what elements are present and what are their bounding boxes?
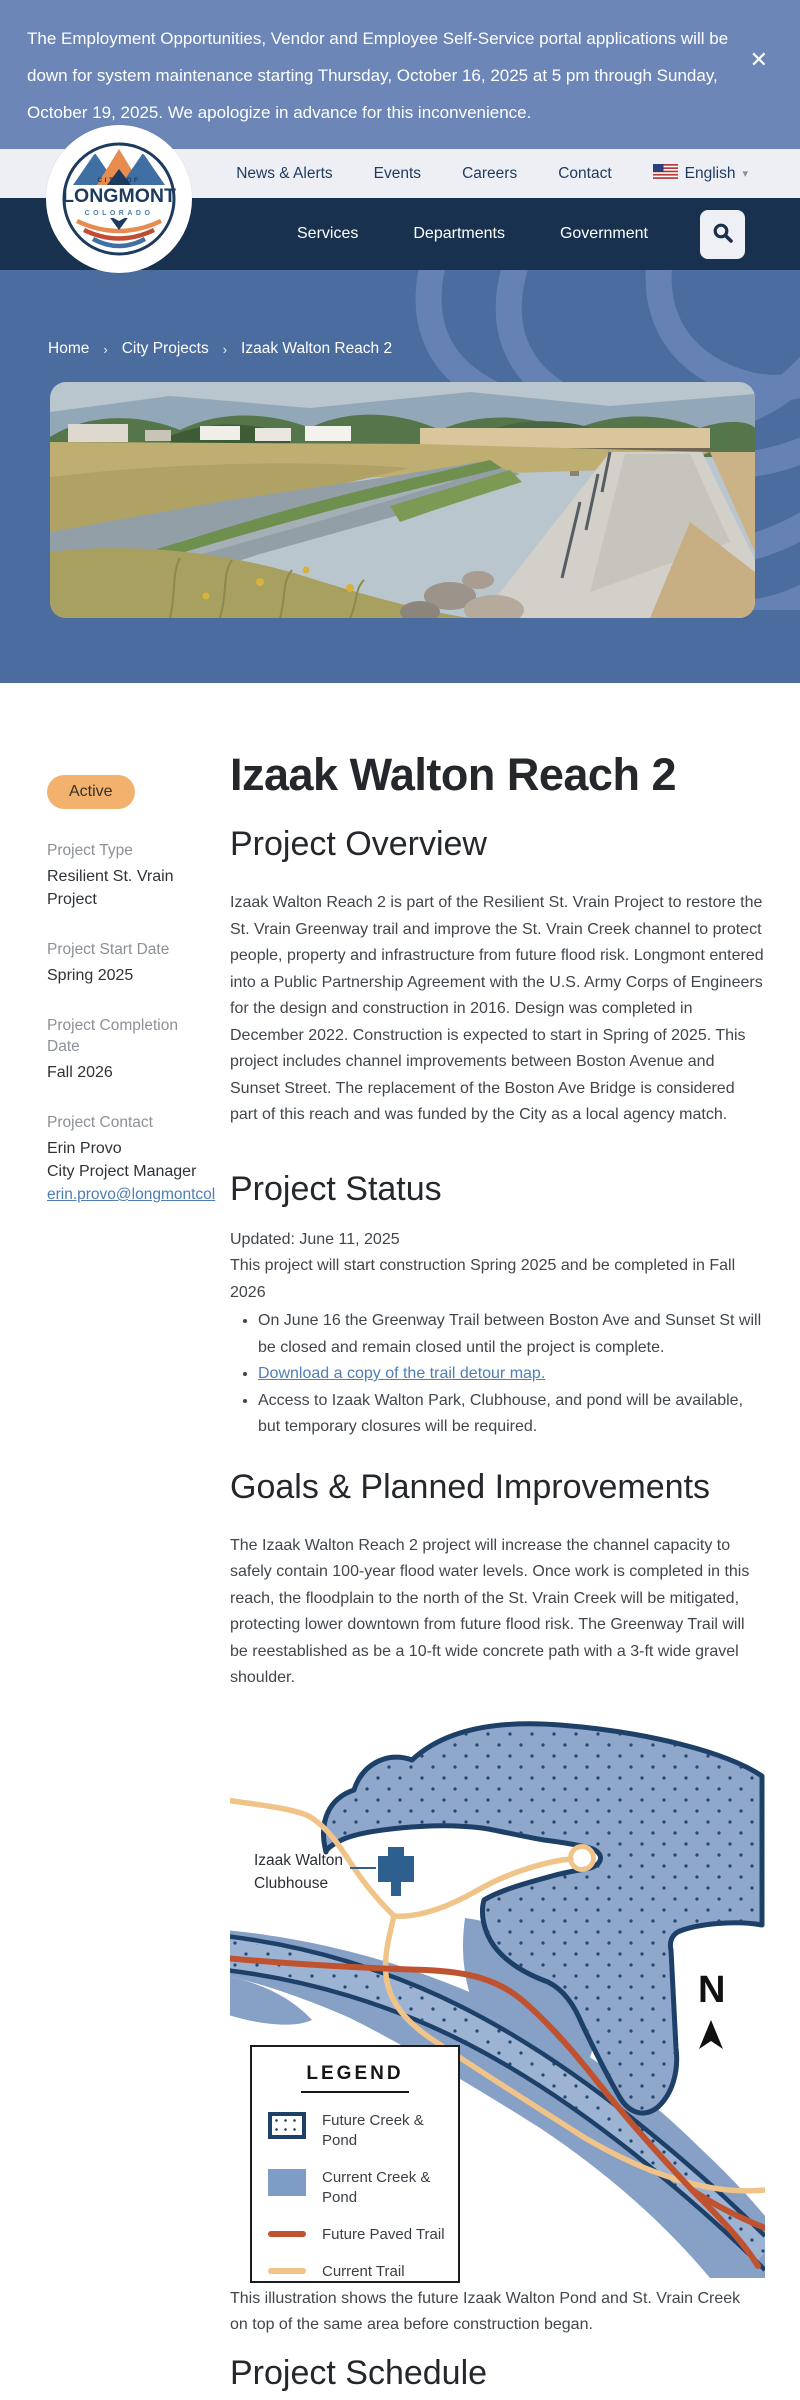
trail-detour-map-link[interactable]: Download a copy of the trail detour map. (258, 1365, 546, 1382)
svg-text:COLORADO: COLORADO (84, 210, 154, 217)
future-creek-swatch (268, 2112, 306, 2139)
language-selector[interactable] (653, 164, 748, 184)
legend-item-future-paved-trail: Future Paved Trail (252, 2223, 458, 2245)
legend-item-future-creek: Future Creek & Pond (252, 2109, 458, 2151)
nav-link-government[interactable]: Government (559, 225, 648, 242)
utility-link-contact[interactable]: Contact (558, 164, 612, 182)
nav-link-departments[interactable]: Departments (413, 225, 505, 242)
chevron-down-icon: ▾ (742, 168, 748, 180)
list-item (258, 1361, 765, 1388)
future-paved-trail-swatch (268, 2231, 306, 2237)
contact-role: City Project Manager (47, 1163, 197, 1180)
hero-photo-creek (50, 382, 755, 618)
field-label: Project Completion Date (47, 1017, 178, 1055)
map-caption: This illustration shows the future Izaak Walton Pond and St. Vrain Creek on top of the same area before construction began. (230, 2289, 741, 2333)
map-legend (250, 2045, 460, 2283)
field-project-contact (47, 1112, 216, 1206)
status-intro: This project will start construction Spring 2025 and be completed in Fall 2026 (230, 1257, 736, 1301)
content (0, 683, 800, 2400)
field-value: Spring 2025 (47, 967, 134, 984)
alert-message: The Employment Opportunities, Vendor and Employee Self-Service portal applications will be down for system maintenance starting Thursday, October 16, 2025 at 5 pm through Sunday, October 19, 2025. We apologize in advance for this inconvenience. (27, 29, 729, 122)
legend-item-current-creek: Current Creek & Pond (252, 2166, 458, 2208)
legend-title: LEGEND (306, 2062, 404, 2084)
close-icon[interactable]: ✕ (744, 48, 774, 72)
legend-item-current-trail: Current Trail (252, 2260, 458, 2282)
hero-band (0, 270, 800, 683)
search-button[interactable] (700, 210, 745, 259)
contact-email-link[interactable]: erin.provo@longmontcol (47, 1186, 216, 1203)
overview-paragraph: Izaak Walton Reach 2 is part of the Resilient St. Vrain Project to restore the St. Vrain Greenway trail and improve the St. Vrain Creek channel to protect people, property and infrastructure from future flood risk. Longmont entered into a Public Partnership Agreement with the U.S. Army Corps of Engineers for the design and construction in 2016. Design was completed in December 2022. Construction is expected to start in Spring of 2025. This project includes channel improvements between Boston Avenue and Sunset Street. The replacement of the Boston Ave Bridge is considered part of this reach and was funded by the City as a local agency match. (230, 894, 764, 1123)
utility-link-careers[interactable]: Careers (462, 164, 518, 182)
status-badge: Active (47, 775, 135, 809)
nav-link-services[interactable]: Services (297, 225, 359, 242)
list-item: • Access to Izaak Walton Park, Clubhouse, and pond will be available, but temporary closures will be required. (258, 1388, 765, 1441)
breadcrumb-home[interactable]: Home (48, 340, 90, 357)
svg-text:CITY OF: CITY OF (97, 177, 141, 184)
clubhouse-building (378, 1847, 414, 1896)
us-flag-icon (653, 164, 678, 184)
breadcrumb-separator: › (103, 341, 108, 357)
field-project-start-date (47, 939, 210, 987)
project-main (230, 748, 765, 2400)
utility-link-events[interactable]: Events (373, 164, 422, 182)
schedule-heading: Project Schedule (230, 2353, 488, 2392)
field-value: Fall 2026 (47, 1064, 113, 1081)
list-item: • On June 16 the Greenway Trail between Boston Ave and Sunset St will be closed and remain closed until the project is complete. (258, 1308, 765, 1361)
svg-text:LONGMONT: LONGMONT (62, 185, 176, 207)
clubhouse-label-line1: Izaak Walton (254, 1851, 344, 1869)
field-label: Project Start Date (47, 941, 170, 958)
field-label: Project Contact (47, 1114, 153, 1131)
field-label: Project Type (47, 842, 133, 859)
longmont-logo-emblem (58, 138, 180, 260)
field-project-type (47, 840, 210, 911)
project-sidebar (47, 748, 230, 2400)
status-updated: Updated: June 11, 2025 (230, 1230, 400, 1248)
goals-paragraph: The Izaak Walton Reach 2 project will increase the channel capacity to safely contain 100-year flood water levels. Once work is completed in this reach, the floodplain to the north of the St. Vrain Creek will be mitigated, protecting lower downtown from future flood risk. The Greenway Trail will be reestablished as be a 10-ft wide concrete path with a 3-ft wide gravel shoulder. (230, 1536, 750, 1686)
contact-name: Erin Provo (47, 1140, 122, 1157)
project-map-illustration (230, 1718, 765, 2278)
breadcrumb-current: Izaak Walton Reach 2 (241, 340, 393, 357)
goals-heading: Goals & Planned Improvements (230, 1467, 711, 1506)
clubhouse-label-line2: Clubhouse (254, 1874, 329, 1892)
field-project-completion-date (47, 1015, 210, 1084)
legend-underline (301, 2091, 409, 2093)
current-trail-swatch (268, 2268, 306, 2274)
breadcrumb-separator: › (222, 341, 228, 357)
north-arrow-icon (699, 2020, 723, 2049)
current-creek-swatch (268, 2169, 306, 2196)
status-bullet-list (230, 1308, 765, 1441)
status-heading: Project Status (230, 1169, 442, 1208)
page-title: Izaak Walton Reach 2 (230, 749, 676, 800)
search-icon (712, 222, 734, 247)
north-label: N (698, 1968, 726, 2011)
field-value: Resilient St. Vrain Project (47, 868, 174, 908)
overview-heading: Project Overview (230, 825, 487, 863)
language-label: English (684, 164, 736, 182)
breadcrumb (48, 340, 392, 358)
breadcrumb-city-projects[interactable]: City Projects (121, 340, 209, 357)
utility-link-news-alerts[interactable]: News & Alerts (236, 164, 333, 182)
longmont-logo[interactable] (46, 125, 192, 273)
